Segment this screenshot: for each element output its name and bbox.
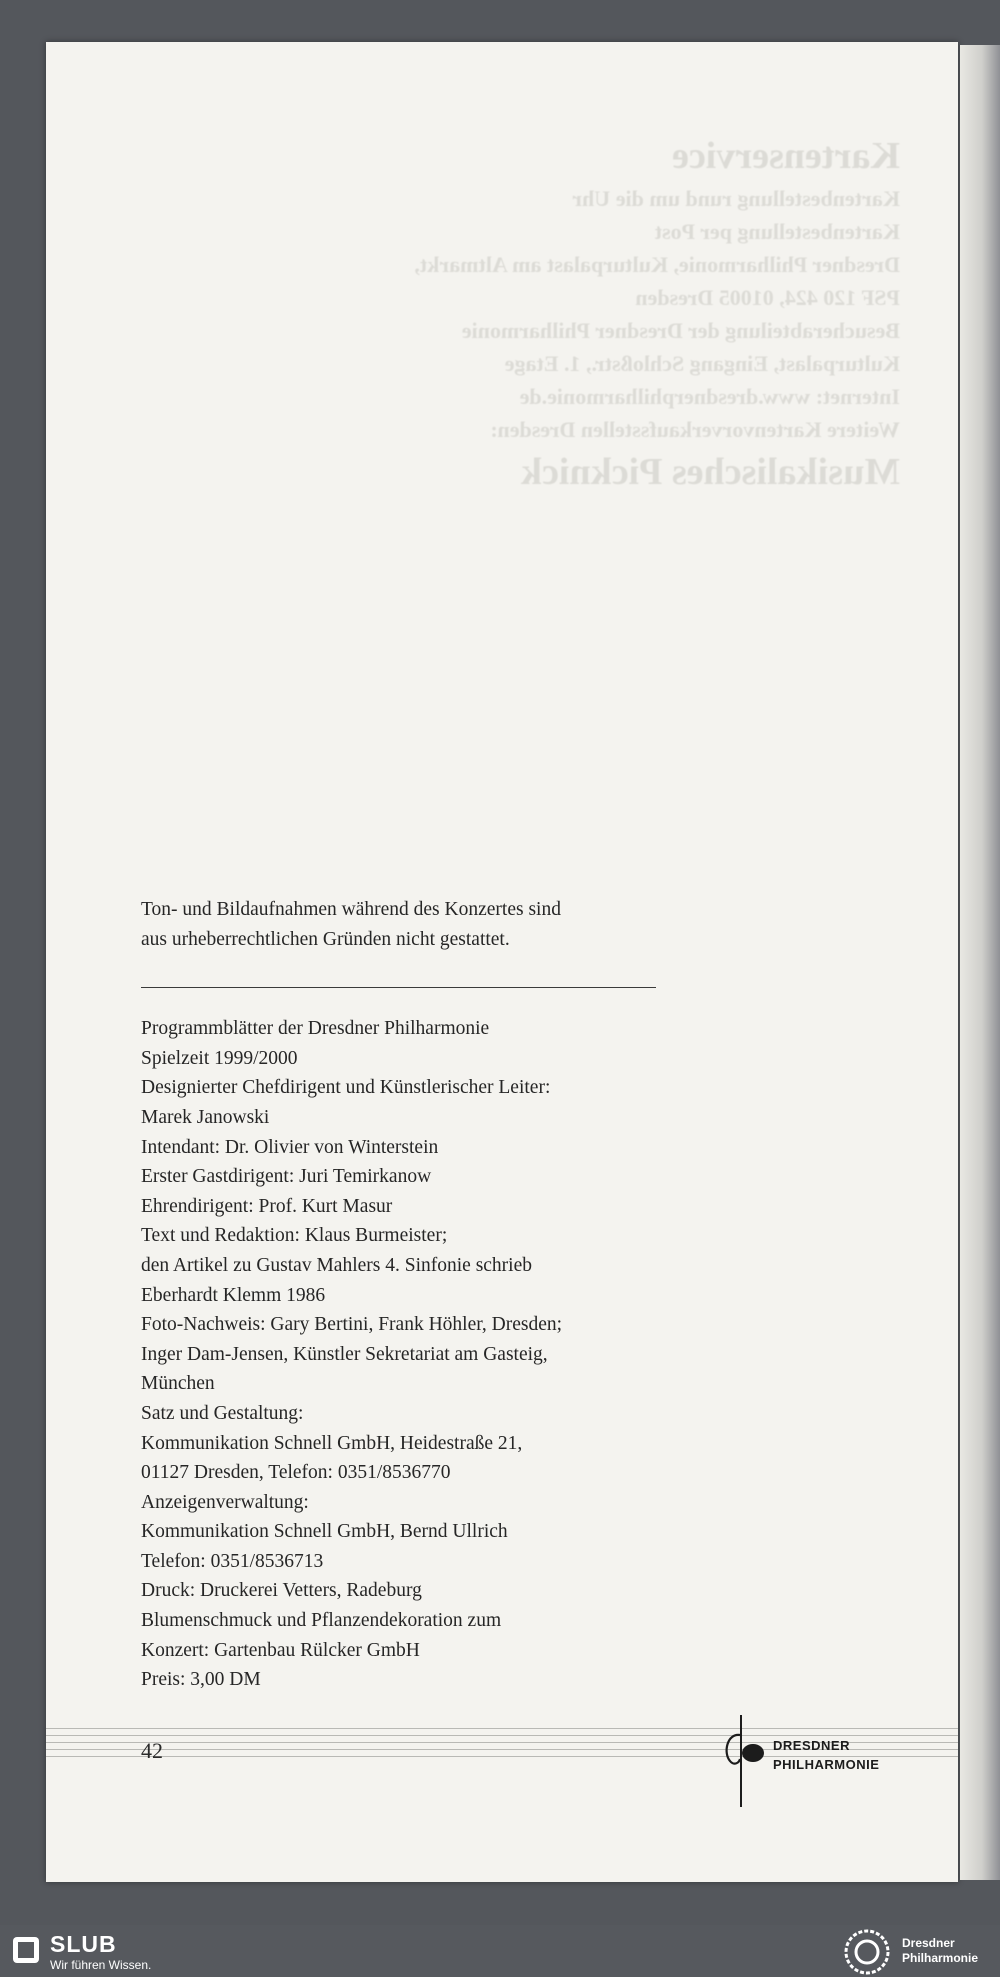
logo-line: DRESDNER	[773, 1738, 850, 1753]
slub-logo-icon[interactable]	[12, 1936, 40, 1964]
show-through-line: Musikalisches Picknick	[521, 451, 900, 493]
imprint-line: Erster Gastdirigent: Juri Temirkanow	[141, 1166, 432, 1188]
show-through-line: Besucherabteilung der Dresdner Philharmonie	[461, 318, 900, 343]
imprint-line: 01127 Dresden, Telefon: 0351/8536770	[141, 1462, 451, 1484]
library-name[interactable]: SLUB	[50, 1931, 117, 1957]
adjacent-page-edge	[960, 45, 1000, 1880]
partner-name[interactable]: Philharmonie	[902, 1951, 979, 1965]
imprint-line: Kommunikation Schnell GmbH, Heidestraße 21,	[141, 1432, 523, 1454]
imprint-line: Intendant: Dr. Olivier von Winterstein	[141, 1136, 439, 1158]
imprint-line: Eberhardt Klemm 1986	[141, 1284, 326, 1306]
imprint-line: Kommunikation Schnell GmbH, Bernd Ullrich	[141, 1521, 508, 1543]
imprint-line: Marek Janowski	[141, 1106, 270, 1128]
show-through-line: PSF 120 424, 01005 Dresden	[635, 285, 900, 310]
viewer-footer	[0, 1925, 1000, 1977]
page-content	[141, 895, 801, 1695]
imprint-line: Ehrendirigent: Prof. Kurt Masur	[141, 1195, 393, 1217]
notice-line: Ton- und Bildaufnahmen während des Konzertes sind	[141, 899, 561, 920]
imprint-line: Designierter Chefdirigent und Künstlerischer Leiter:	[141, 1077, 551, 1099]
imprint-line: Anzeigenverwaltung:	[141, 1491, 309, 1513]
show-through-line: Kulturpalast, Eingang Schloßstr., 1. Etage	[504, 351, 900, 376]
show-through-line: Kartenbestellung per Post	[654, 219, 900, 244]
separator-rule	[141, 987, 656, 988]
imprint-line: Spielzeit 1999/2000	[141, 1047, 298, 1069]
library-tagline: Wir führen Wissen.	[50, 1958, 152, 1972]
show-through-text	[85, 130, 900, 860]
imprint-line: Satz und Gestaltung:	[141, 1402, 304, 1424]
show-through-line: Kartenbestellung rund um die Uhr	[572, 186, 900, 211]
imprint-line: Text und Redaktion: Klaus Burmeister;	[141, 1225, 448, 1247]
philharmonie-rosette-icon[interactable]	[844, 1929, 890, 1975]
imprint-line: Inger Dam-Jensen, Künstler Sekretariat am Gasteig,	[141, 1343, 548, 1365]
imprint-line: Telefon: 0351/8536713	[141, 1550, 324, 1572]
imprint-line: den Artikel zu Gustav Mahlers 4. Sinfonie schrieb	[141, 1254, 532, 1276]
imprint-line: Programmblätter der Dresdner Philharmonie	[141, 1018, 490, 1040]
show-through-heading: Kartenservice	[672, 135, 900, 177]
philharmonie-emblem-icon	[713, 1715, 773, 1807]
imprint-line: Blumenschmuck und Pflanzendekoration zum	[141, 1610, 502, 1632]
recording-notice	[141, 895, 801, 954]
imprint-line: Konzert: Gartenbau Rülcker GmbH	[141, 1639, 420, 1661]
notice-line: aus urheberrechtlichen Gründen nicht gestattet.	[141, 928, 510, 950]
dresdner-philharmonie-logo	[713, 1715, 913, 1807]
imprint-line: Preis: 3,00 DM	[141, 1669, 261, 1691]
page-number: 42	[141, 1738, 163, 1763]
imprint-line: Foto-Nachweis: Gary Bertini, Frank Höhler, Dresden;	[141, 1314, 563, 1336]
partner-name[interactable]: Dresdner	[902, 1936, 955, 1950]
logo-line: PHILHARMONIE	[773, 1757, 880, 1772]
imprint-line: Druck: Druckerei Vetters, Radeburg	[141, 1580, 422, 1602]
show-through-line: Internet: www.dresdnerphilharmonie.de	[519, 384, 900, 409]
imprint-line: München	[141, 1373, 215, 1395]
imprint	[141, 1014, 801, 1695]
show-through-line: Weitere Kartenvorverkaufsstellen Dresden:	[490, 417, 900, 442]
show-through-line: Dresdner Philharmonie, Kulturpalast am Altmarkt,	[414, 252, 900, 277]
